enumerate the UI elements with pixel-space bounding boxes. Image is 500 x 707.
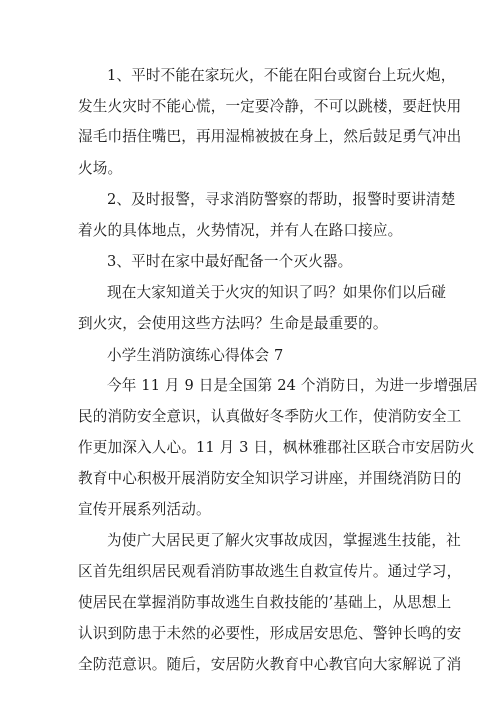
- paragraph-line: 作更加深入人心。11 月 3 日，枫林雅郡社区联合市安居防火: [78, 439, 475, 456]
- paragraph-line: 认识到防患于未然的必要性，形成居安思危、警钟长鸣的安: [78, 625, 462, 642]
- paragraph-line: 3、平时在家中最好配备一个灭火器。: [107, 253, 353, 270]
- paragraph-line: 宣传开展系列活动。: [78, 501, 211, 518]
- paragraph-line: 发生火灾时不能心慌，一定要冷静，不可以跳楼，要赶快用: [78, 98, 462, 115]
- paragraph-line: 1、平时不能在家玩火，不能在阳台或窗台上玩火炮，: [107, 67, 456, 84]
- paragraph-line: 今年 11 月 9 日是全国第 24 个消防日，为进一步增强居: [107, 377, 478, 394]
- paragraph-line: 2、及时报警，寻求消防警察的帮助，报警时要讲清楚: [107, 191, 456, 208]
- paragraph-line: 着火的具体地点，火势情况，并有人在路口接应。: [78, 222, 403, 239]
- paragraph-line: 民的消防安全意识，认真做好冬季防火工作，使消防安全工: [78, 408, 462, 425]
- paragraph-line: 火场。: [78, 160, 123, 177]
- paragraph-line: 教育中心积极开展消防安全知识学习讲座，并围绕消防日的: [78, 470, 462, 487]
- paragraph-line: 湿毛巾捂住嘴巴，再用湿棉被披在身上，然后鼓足勇气冲出: [78, 128, 462, 145]
- paragraph-line: 为使广大居民更了解火灾事故成因，掌握逃生技能，社: [107, 532, 461, 549]
- paragraph-line: 区首先组织居民观看消防事故逃生自救宣传片。通过学习，: [78, 563, 462, 580]
- paragraph-line: 现在大家知道关于火灾的知识了吗？如果你们以后碰: [107, 284, 447, 301]
- paragraph-line: 使居民在掌握消防事故逃生自救技能的’基础上，从思想上: [78, 594, 452, 611]
- paragraph-line: 到火灾，会使用这些方法吗？生命是最重要的。: [78, 315, 388, 332]
- section-heading: 小学生消防演练心得体会 7: [107, 347, 284, 364]
- paragraph-line: 全防范意识。随后，安居防火教育中心教官向大家解说了消: [78, 656, 462, 673]
